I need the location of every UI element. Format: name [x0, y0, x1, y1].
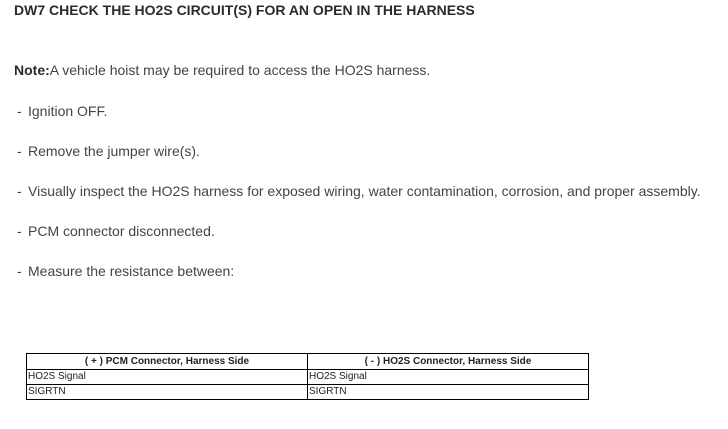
table-row — [27, 385, 589, 400]
step-bullet: - — [17, 183, 22, 199]
step-bullet: - — [17, 223, 22, 239]
step-bullet: - — [17, 263, 22, 279]
step-bullet: - — [17, 103, 22, 119]
note-paragraph — [14, 62, 430, 78]
table-row — [27, 370, 589, 385]
step-item — [17, 183, 701, 199]
note-label: Note: — [14, 62, 50, 78]
step-item — [17, 103, 107, 119]
resistance-table — [26, 353, 589, 400]
table-cell: HO2S Signal — [308, 370, 589, 385]
table-header-row — [27, 354, 589, 370]
table-cell: SIGRTN — [27, 385, 308, 400]
step-text: Visually inspect the HO2S harness for exposed wiring, water contamination, corrosion, and proper assembly. — [28, 183, 701, 199]
step-text: Remove the jumper wire(s). — [28, 143, 200, 159]
table-header-cell: ( + ) PCM Connector, Harness Side — [27, 354, 308, 370]
step-bullet: - — [17, 143, 22, 159]
note-text: A vehicle hoist may be required to access the HO2S harness. — [49, 62, 431, 78]
step-text: Measure the resistance between: — [28, 263, 235, 279]
page-title: DW7 CHECK THE HO2S CIRCUIT(S) FOR AN OPEN IN THE HARNESS — [14, 2, 475, 18]
resistance-table-wrapper — [26, 353, 589, 400]
step-item — [17, 263, 234, 279]
step-item — [17, 223, 215, 239]
table-cell: HO2S Signal — [27, 370, 308, 385]
table-cell: SIGRTN — [308, 385, 589, 400]
step-item — [17, 143, 200, 159]
step-text: Ignition OFF. — [28, 103, 108, 119]
table-header-cell: ( - ) HO2S Connector, Harness Side — [308, 354, 589, 370]
step-text: PCM connector disconnected. — [28, 223, 215, 239]
